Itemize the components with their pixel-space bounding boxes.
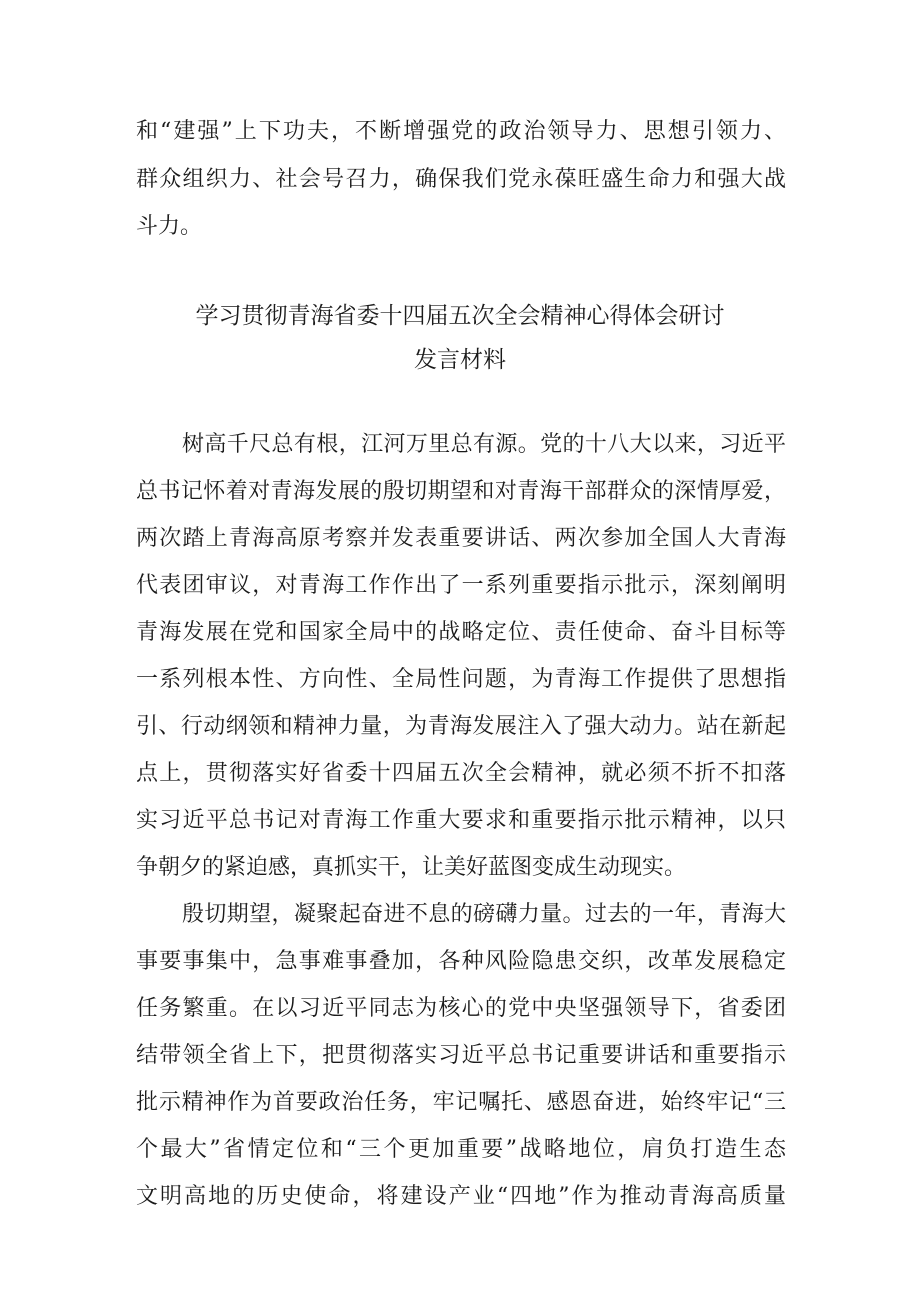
intro-line: 群众组织力、社会号召力，确保我们党永葆旺盛生命力和强大战 xyxy=(136,167,786,192)
para2-line: 文明高地的历史使命，将建设产业“四地”作为推动青海高质量 xyxy=(136,1184,786,1209)
para1-line: 引、行动纲领和精神力量，为青海发展注入了强大动力。站在新起 xyxy=(136,714,786,739)
para2-line: 殷切期望，凝聚起奋进不息的磅礴力量。过去的一年，青海大 xyxy=(182,902,786,927)
para1-line: 总书记怀着对青海发展的殷切期望和对青海干部群众的深情厚爱， xyxy=(136,479,786,504)
para1-line: 两次踏上青海高原考察并发表重要讲话、两次参加全国人大青海 xyxy=(136,526,786,551)
para2-line: 批示精神作为首要政治任务，牢记嘱托、感恩奋进，始终牢记“三 xyxy=(136,1090,786,1115)
para2-line: 结带领全省上下，把贯彻落实习近平总书记重要讲话和重要指示 xyxy=(136,1043,786,1068)
para1-line: 实习近平总书记对青海工作重大要求和重要指示批示精神，以只 xyxy=(136,808,786,833)
para1-line: 代表团审议，对青海工作作出了一系列重要指示批示，深刻阐明 xyxy=(136,573,786,598)
para1-line: 一系列根本性、方向性、全局性问题，为青海工作提供了思想指 xyxy=(136,667,786,692)
para1-line: 点上，贯彻落实好省委十四届五次全会精神，就必须不折不扣落 xyxy=(136,761,786,786)
intro-line: 和“建强”上下功夫，不断增强党的政治领导力、思想引领力、 xyxy=(136,119,786,144)
para2-line: 个最大”省情定位和“三个更加重要”战略地位，肩负打造生态 xyxy=(136,1137,786,1162)
para2-line: 事要事集中，急事难事叠加，各种风险隐患交织，改革发展稳定 xyxy=(136,949,786,974)
article-title: 学习贯彻青海省委十四届五次全会精神心得体会研讨 xyxy=(195,303,725,329)
para1-line: 树高千尺总有根，江河万里总有源。党的十八大以来，习近平 xyxy=(182,432,786,457)
article-title-subline: 发言材料 xyxy=(414,347,506,373)
para2-line: 任务繁重。在以习近平同志为核心的党中央坚强领导下，省委团 xyxy=(136,996,786,1021)
intro-line: 斗力。 xyxy=(136,214,203,239)
para1-line: 争朝夕的紧迫感，真抓实干，让美好蓝图变成生动现实。 xyxy=(136,855,687,880)
para1-line: 青海发展在党和国家全局中的战略定位、责任使命、奋斗目标等 xyxy=(136,620,786,645)
